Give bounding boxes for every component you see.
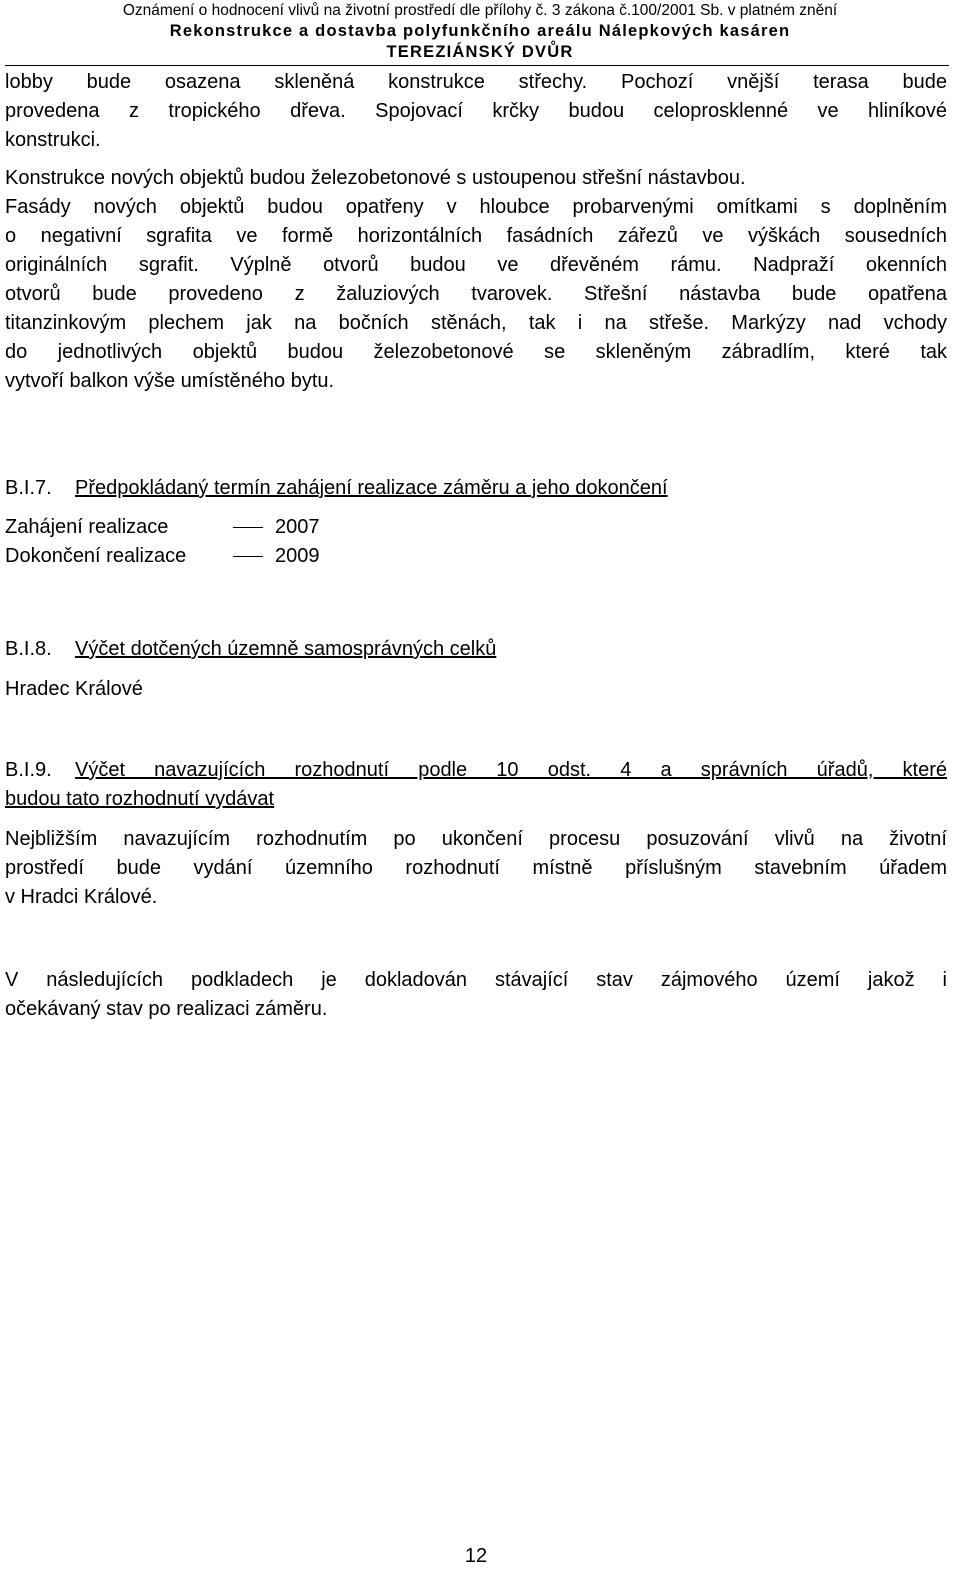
- schedule-end: [5, 542, 320, 571]
- text-line: lobby bude osazena skleněná konstrukce střechy. Pochozí vnější terasa bude: [5, 71, 947, 93]
- schedule-start: [5, 513, 320, 542]
- text-line: titanzinkovým plechem jak na bočních stěnách, tak i na střeše. Markýzy nad vchody: [5, 312, 947, 334]
- text-line: konstrukci.: [5, 129, 101, 151]
- header-line-1: Oznámení o hodnocení vlivů na životní prostředí dle přílohy č. 3 zákona č.100/2001 Sb. v platném znění: [122, 2, 838, 19]
- section-title: Výčet dotčených územně samosprávných celků: [75, 638, 497, 660]
- text-line: originálních sgrafit. Výplně otvorů budou ve dřevěném rámu. Nadpraží okenních: [5, 254, 947, 276]
- paragraph-construction: [5, 164, 947, 396]
- municipality: Hradec Králové: [5, 678, 143, 700]
- text-line: Nejbližším navazujícím rozhodnutím po ukončení procesu posuzování vlivů na životní: [5, 828, 947, 850]
- text-line: V následujících podkladech je dokladován stávající stav zájmového území jakož i: [5, 969, 947, 991]
- header-line-3: TEREZIÁNSKÝ DVŮR: [386, 43, 574, 61]
- schedule: [5, 513, 320, 571]
- text-line: vytvoří balkon výše umístěného bytu.: [5, 370, 335, 392]
- header-rule: [5, 65, 949, 66]
- text-line: Fasády nových objektů budou opatřeny v hloubce probarvenými omítkami s doplněním: [5, 196, 947, 218]
- text-line: prostředí bude vydání územního rozhodnutí místně příslušným stavebním úřadem: [5, 857, 947, 879]
- text-line: očekávaný stav po realizaci záměru.: [5, 998, 328, 1020]
- section-heading-b-i-9: [5, 756, 947, 814]
- paragraph-closing: [5, 966, 947, 1024]
- text-line: do jednotlivých objektů budou železobetonové se skleněným zábradlím, které tak: [5, 341, 947, 363]
- section-title: Předpokládaný termín zahájení realizace záměru a jeho dokončení: [75, 477, 668, 499]
- page-header: [0, 0, 960, 63]
- text-line: provedena z tropického dřeva. Spojovací krčky budou celoprosklenné ve hliníkové: [5, 100, 947, 122]
- section-title-line-2: budou tato rozhodnutí vydávat: [5, 788, 275, 810]
- text-line: otvorů bude provedeno z žaluziových tvarovek. Střešní nástavba bude opatřena: [5, 283, 947, 305]
- text-line: v Hradci Králové.: [5, 886, 158, 908]
- section-number: B.I.9.: [5, 759, 52, 781]
- section-title-line-1: Výčet navazujících rozhodnutí podle 10 odst. 4 a správních úřadů, které: [75, 759, 947, 781]
- text-line: Konstrukce nových objektů budou železobetonové s ustoupenou střešní nástavbou.: [5, 167, 746, 189]
- paragraph-decisions: [5, 825, 947, 912]
- paragraph-lobby: [5, 68, 947, 155]
- page-number: 12: [464, 1545, 488, 1567]
- end-label: Dokončení realizace: [5, 545, 187, 567]
- section-heading-b-i-8: [5, 635, 947, 664]
- dash-line: [233, 556, 263, 557]
- section-number: B.I.8.: [5, 638, 52, 660]
- dash-line: [233, 527, 263, 528]
- header-line-2: Rekonstrukce a dostavba polyfunkčního areálu Nálepkových kasáren: [169, 22, 791, 40]
- section-number: B.I.7.: [5, 477, 52, 499]
- start-year: 2007: [275, 516, 320, 538]
- start-label: Zahájení realizace: [5, 516, 169, 538]
- end-year: 2009: [275, 545, 320, 567]
- text-line: o negativní sgrafita ve formě horizontálních fasádních zářezů ve výškách sousedních: [5, 225, 947, 247]
- section-heading-b-i-7: [5, 474, 947, 503]
